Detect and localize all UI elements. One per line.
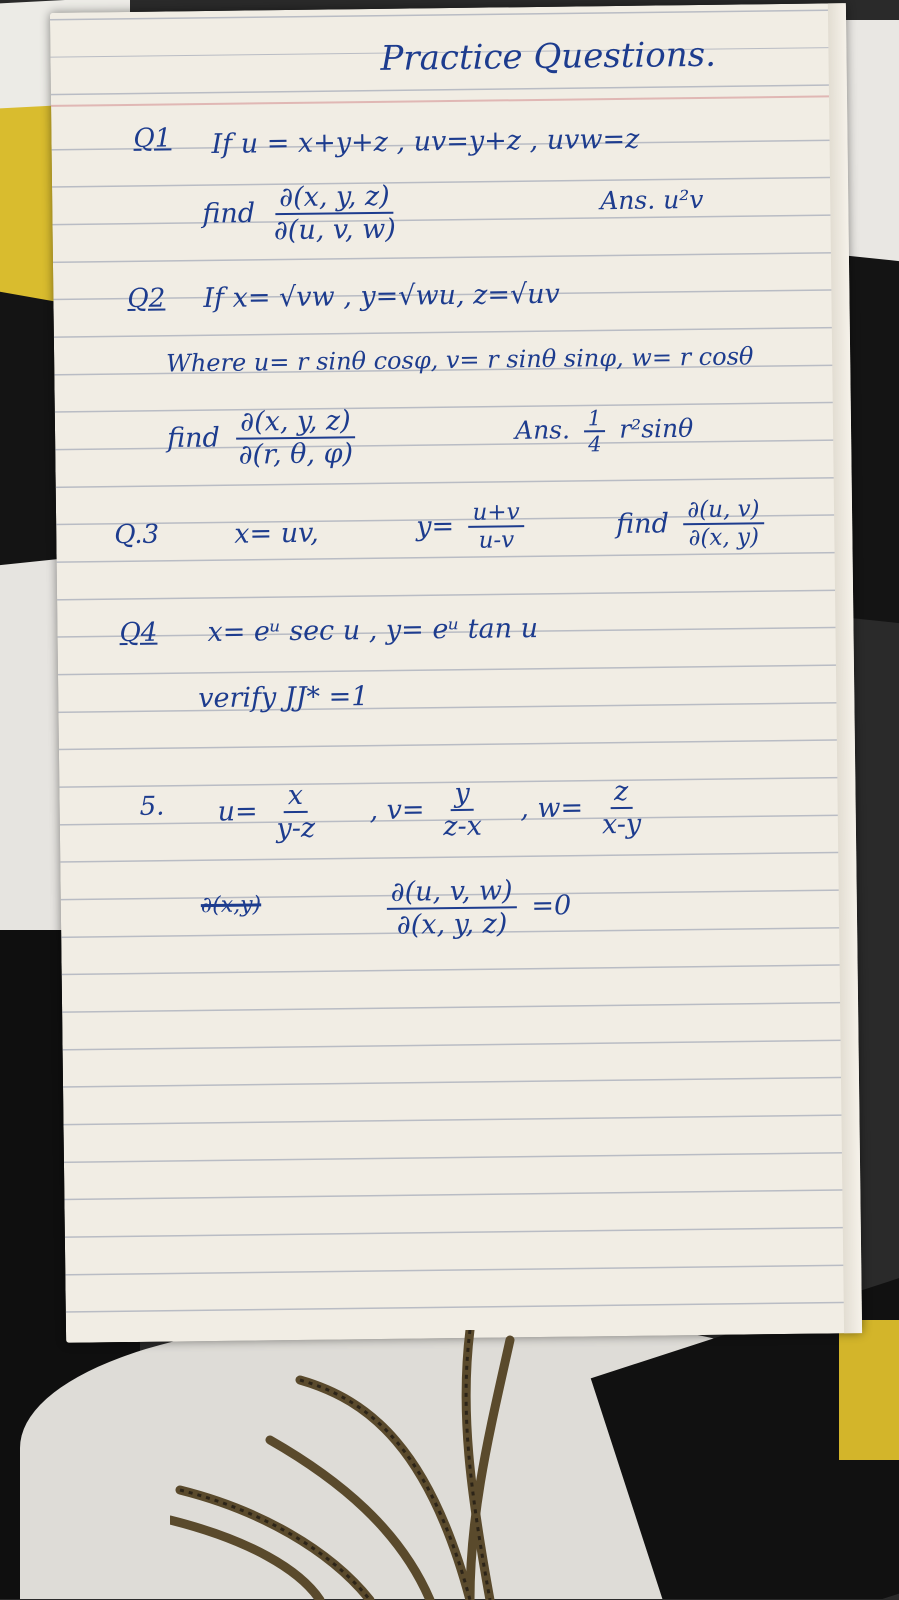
q2-jacobian-numerator: ∂(x, y, z)	[236, 405, 355, 439]
q1-answer	[600, 185, 703, 215]
q2-jacobian	[234, 405, 357, 471]
q1-jacobian-numerator: ∂(x, y, z)	[275, 181, 394, 215]
q3-eq2-lhs: y=	[416, 510, 455, 543]
q2-find-label: find	[166, 422, 220, 455]
q2-where-row: Where u= r sinθ cosφ, v= r sinθ sinφ, w= r cosθ	[166, 342, 754, 378]
q4-verify: verify JJ* =1	[198, 681, 369, 715]
q5-equations	[217, 776, 651, 845]
q5-jacobian-denominator: ∂(x, y, z)	[396, 908, 508, 941]
blanket-bottom-yellow	[839, 1320, 899, 1460]
q1-jacobian-denominator: ∂(u, v, w)	[273, 213, 396, 247]
q5-u-fraction	[272, 780, 319, 845]
q5-w-den: x-y	[601, 808, 642, 841]
q5-jacobian-numerator: ∂(u, v, w)	[386, 875, 516, 910]
page-title: Practice Questions.	[380, 34, 717, 79]
q2-jacobian-denominator: ∂(r, θ, φ)	[238, 438, 354, 471]
margin-red-line	[51, 95, 847, 107]
q5-w-lhs: , w=	[520, 792, 584, 824]
q5-v-fraction	[439, 778, 486, 843]
q5-result-row	[380, 875, 571, 941]
q3-eq2-num: u+v	[468, 499, 523, 528]
q5-u-num: x	[284, 780, 308, 813]
q2-answer-fraction	[584, 406, 606, 457]
q5-struck-text: ∂(x,y)	[200, 892, 262, 919]
q2-answer	[515, 405, 694, 457]
q2-label: Q2	[127, 283, 166, 314]
q3-find-label: find	[616, 508, 670, 540]
q5-u-lhs: u=	[217, 795, 258, 828]
q2-equations: If x= √vw , y=√wu, z=√uv	[203, 278, 561, 315]
q2-answer-frac-num: 1	[584, 406, 606, 432]
q1-find-label: find	[202, 197, 256, 230]
q1-label: Q1	[133, 123, 172, 154]
q1-answer-value: u²v	[662, 184, 704, 215]
q2-answer-frac-den: 4	[587, 432, 602, 457]
q3-label: Q.3	[114, 519, 160, 551]
q3-eq2-den: u-v	[478, 527, 515, 555]
q5-u-den: y-z	[276, 812, 316, 845]
q2-answer-label: Ans.	[514, 415, 571, 445]
q1-answer-label: Ans.	[600, 185, 656, 216]
q3-find-row	[616, 496, 770, 553]
q3-jacobian	[683, 496, 764, 552]
q5-v-den: z-x	[443, 810, 483, 843]
q5-jacobian	[386, 875, 517, 941]
q5-v-lhs: , v=	[369, 793, 425, 826]
q2-find-row	[167, 405, 364, 471]
q3-jacobian-denominator: ∂(x, y)	[688, 524, 760, 552]
q5-result: =0	[531, 890, 572, 922]
q4-equations: x= eᵘ sec u , y= eᵘ tan u	[207, 612, 539, 649]
q5-label: 5.	[139, 791, 165, 822]
q1-jacobian	[269, 181, 400, 247]
q3-eq2	[416, 499, 530, 555]
q1-find-row	[202, 181, 406, 248]
q5-v-num: y	[450, 778, 474, 811]
q3-jacobian-numerator: ∂(u, v)	[683, 496, 764, 525]
notebook-page	[50, 3, 862, 1343]
q2-answer-rest: r²sinθ	[619, 413, 694, 444]
q5-w-fraction	[597, 776, 645, 841]
q5-w-num: z	[610, 776, 633, 809]
q4-label: Q4	[119, 617, 158, 649]
q3-eq1: x= uv,	[234, 517, 319, 550]
q1-equations: If u = x+y+z , uv=y+z , uvw=z	[211, 123, 640, 160]
q3-eq2-fraction	[468, 499, 524, 555]
tassel-decoration	[170, 1330, 590, 1600]
